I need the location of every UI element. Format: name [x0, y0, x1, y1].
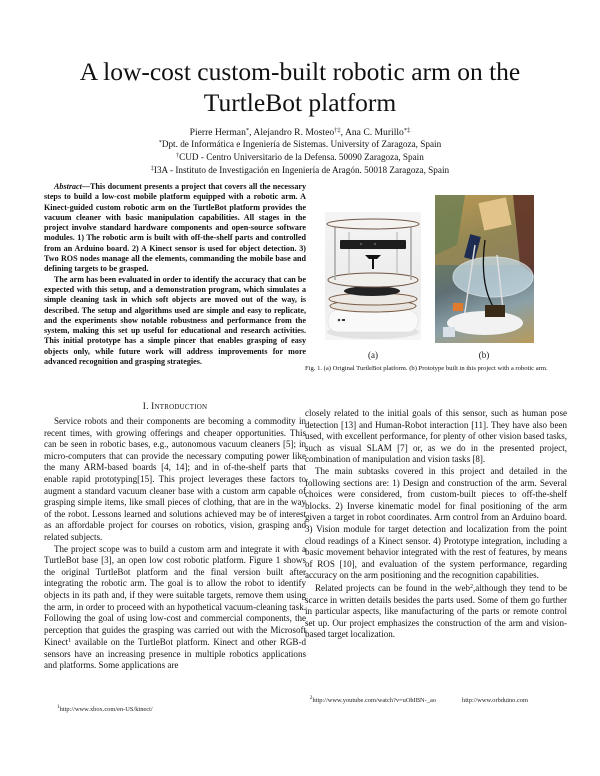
footnote-mark: 1	[57, 704, 60, 710]
author-list: Pierre Herman*, Alejandro R. Mosteo†‡, Ana C. Murillo*‡	[189, 127, 411, 138]
paragraph-text: Related projects can be found in the web	[315, 582, 470, 593]
paragraph-text: available on the TurtleBot platform. Kinect and other RGB-d sensors have an increasing presence in multiple robotics applications and platforms. Some applications are	[44, 637, 306, 671]
prototype-photo	[435, 195, 534, 343]
affiliation-text: I3A - Instituto de Investigación en Ingeniería de Aragón. 50018 Zaragoza, Spain	[153, 165, 450, 175]
abstract-paragraph: The arm has been evaluated in order to identify the accuracy that can be expected with this setup, and a demonstration program, which simulates a simple cleaning task in which soft objects are moved out of the way, is described. The setup and algorithms used are simple and easy to replicate, and the experiments show notable robustness and performance from the system, making this set up useful for educational and research activities. This initial prototype has a simple pincer that enables grasping of easy objects only, while future work will address improvements for more advanced recognition and grasping strategies.	[44, 274, 306, 367]
footnote-1	[57, 703, 153, 714]
subcaption-a: (a)	[368, 350, 378, 360]
section-heading-introduction	[44, 402, 306, 412]
affiliation	[0, 150, 600, 163]
author-name: Ana C. Murillo	[344, 127, 404, 138]
body-paragraph: closely related to the initial goals of this sensor, such as human pose detection [13] and Human-Robot interaction [11]. They have also been used, with excellent performance, for plenty of other vision based tasks, such as visual SLAM [7] or, as we do in the presented project, combination of manipulation and vision tasks [8].	[305, 408, 567, 465]
affiliation	[0, 137, 600, 150]
subcaption-b: (b)	[478, 350, 490, 360]
footnote-mark: 2	[309, 695, 313, 701]
footnote-link[interactable]: http://www.orbduino.com	[462, 697, 528, 705]
author-mark: *	[245, 127, 250, 134]
intro-left-column	[44, 416, 306, 672]
abstract	[44, 182, 306, 367]
affiliation-text: Dpt. de Informática e Ingeniería de Sistemas. University of Zaragoza, Spain	[161, 139, 442, 149]
body-paragraph: Service robots and their components are becoming a commodity in recent times, with growing offerings and cheaper opportunities. This can be seen in robotic bases, e.g., autonomous vacuum cleaners [5]; in micro-computers that can provide the necessary computing power like the many ARM-based boards [4, 14]; and in of-the-shelf parts that enable rapid prototyping[15]. This project leverages these factors to augment a standard vacuum cleaner base with a custom arm capable of grasping simple items, like small pieces of clothing, that are in the way of the robot. Lessons learned and solutions achieved may be of interest as an affordable project for courses on robotics, vision, grasping and related subjects.	[44, 416, 306, 542]
turtlebot-illustration	[325, 212, 421, 340]
affiliation-text: CUD - Centro Universitario de la Defensa. 50090 Zaragoza, Spain	[179, 152, 424, 162]
affiliation	[0, 163, 600, 176]
prototype-illustration	[435, 195, 534, 343]
footnote-link[interactable]: http://www.xbox.com/en-US/kinect/	[59, 706, 153, 714]
section-title: Introduction	[151, 402, 208, 412]
author-name: Pierre Herman	[189, 127, 246, 138]
footnote-2	[305, 694, 567, 705]
affiliation-mark: †	[176, 153, 180, 159]
body-paragraph	[305, 582, 567, 641]
paragraph-text: ,although they tend to be scarce in written details besides the parts used. Some of them go further in particular aspects, like manufacturing of the parts or remote control set up. Our project emphasizes the construction of the arm and vision-based target localization.	[305, 582, 567, 640]
section-number: I.	[142, 402, 149, 412]
abstract-lead: Abstract	[54, 182, 82, 191]
abstract-text: —This document presents a project that covers all the necessary steps to build a low-cost mobile platform equipped with a robotic arm. A Kinect-guided custom robotic arm on the TurtleBot platform provides the vacuum cleaner with basic manipulation capabilities. All stages in the project involve standard hardware components and open-source software modules. 1) The robotic arm is built with off-the-shelf parts and controlled from an Arduino board. 2) A Kinect sensor is used for object detection. 3) Two ROS nodes manage all the elements, commanding the mobile base and defining targets to be grasped.	[44, 182, 306, 274]
figure-caption: Fig. 1. (a) Original TurtleBot platform. (b) Prototype built in this project with a robotic arm.	[305, 365, 548, 372]
paper-title	[0, 56, 600, 118]
author-mark: *‡	[403, 127, 411, 134]
title-line-1: A low-cost custom-built robotic arm on the	[79, 57, 521, 86]
footnote-marker[interactable]: 2	[470, 583, 473, 590]
author-name: Alejandro R. Mosteo	[253, 127, 335, 138]
author-mark: †‡	[334, 127, 341, 134]
affiliation-mark: *	[158, 140, 162, 146]
title-line-2: TurtleBot platform	[203, 88, 397, 117]
footnote-marker[interactable]: 1	[68, 638, 72, 645]
affiliation-mark: ‡	[150, 166, 154, 172]
figure-1	[305, 182, 575, 392]
body-paragraph: The main subtasks covered in this project and detailed in the following sections are: 1) Design and construction of the arm. Several choices were considered, from custom-built pieces to off-the-shelf blocks. 2) Inverse kinematic model for final positioning of the arm given a target in robot coordinates. Arm control from an Arduino board. 3) Vision module for target detection and localization from the point cloud readings of a Kinect sensor. 4) Prototype integration, including a basic movement behavior integrated with the rest of features, by means of ROS [10], and evaluation of the system performance, regarding accuracy on the arm positioning and the recognition capabilities.	[305, 465, 567, 581]
footnote-link[interactable]: http://www.youtube.com/watch?v=uOhIBN-_ao	[312, 697, 436, 705]
abstract-paragraph	[44, 182, 306, 275]
paragraph-text: The project scope was to build a custom arm and integrate it with a TurtleBot base [3], an open low cost robotic platform. Figure 1 shows the original TurtleBot platform and the final version built after integrating the robotic arm. The goal is to allow the robot to identify objects in its path and, if they were suitable targets, remove them using the arm, in order to proceed with an hypothetical vacuum-cleaning task. Following the goal of using low-cost and commercial components, the perception that guides the grasping was carried out with the Microsoft Kinect	[44, 543, 306, 648]
intro-right-column	[305, 408, 567, 641]
body-paragraph	[44, 544, 306, 673]
turtlebot-photo	[325, 212, 421, 340]
